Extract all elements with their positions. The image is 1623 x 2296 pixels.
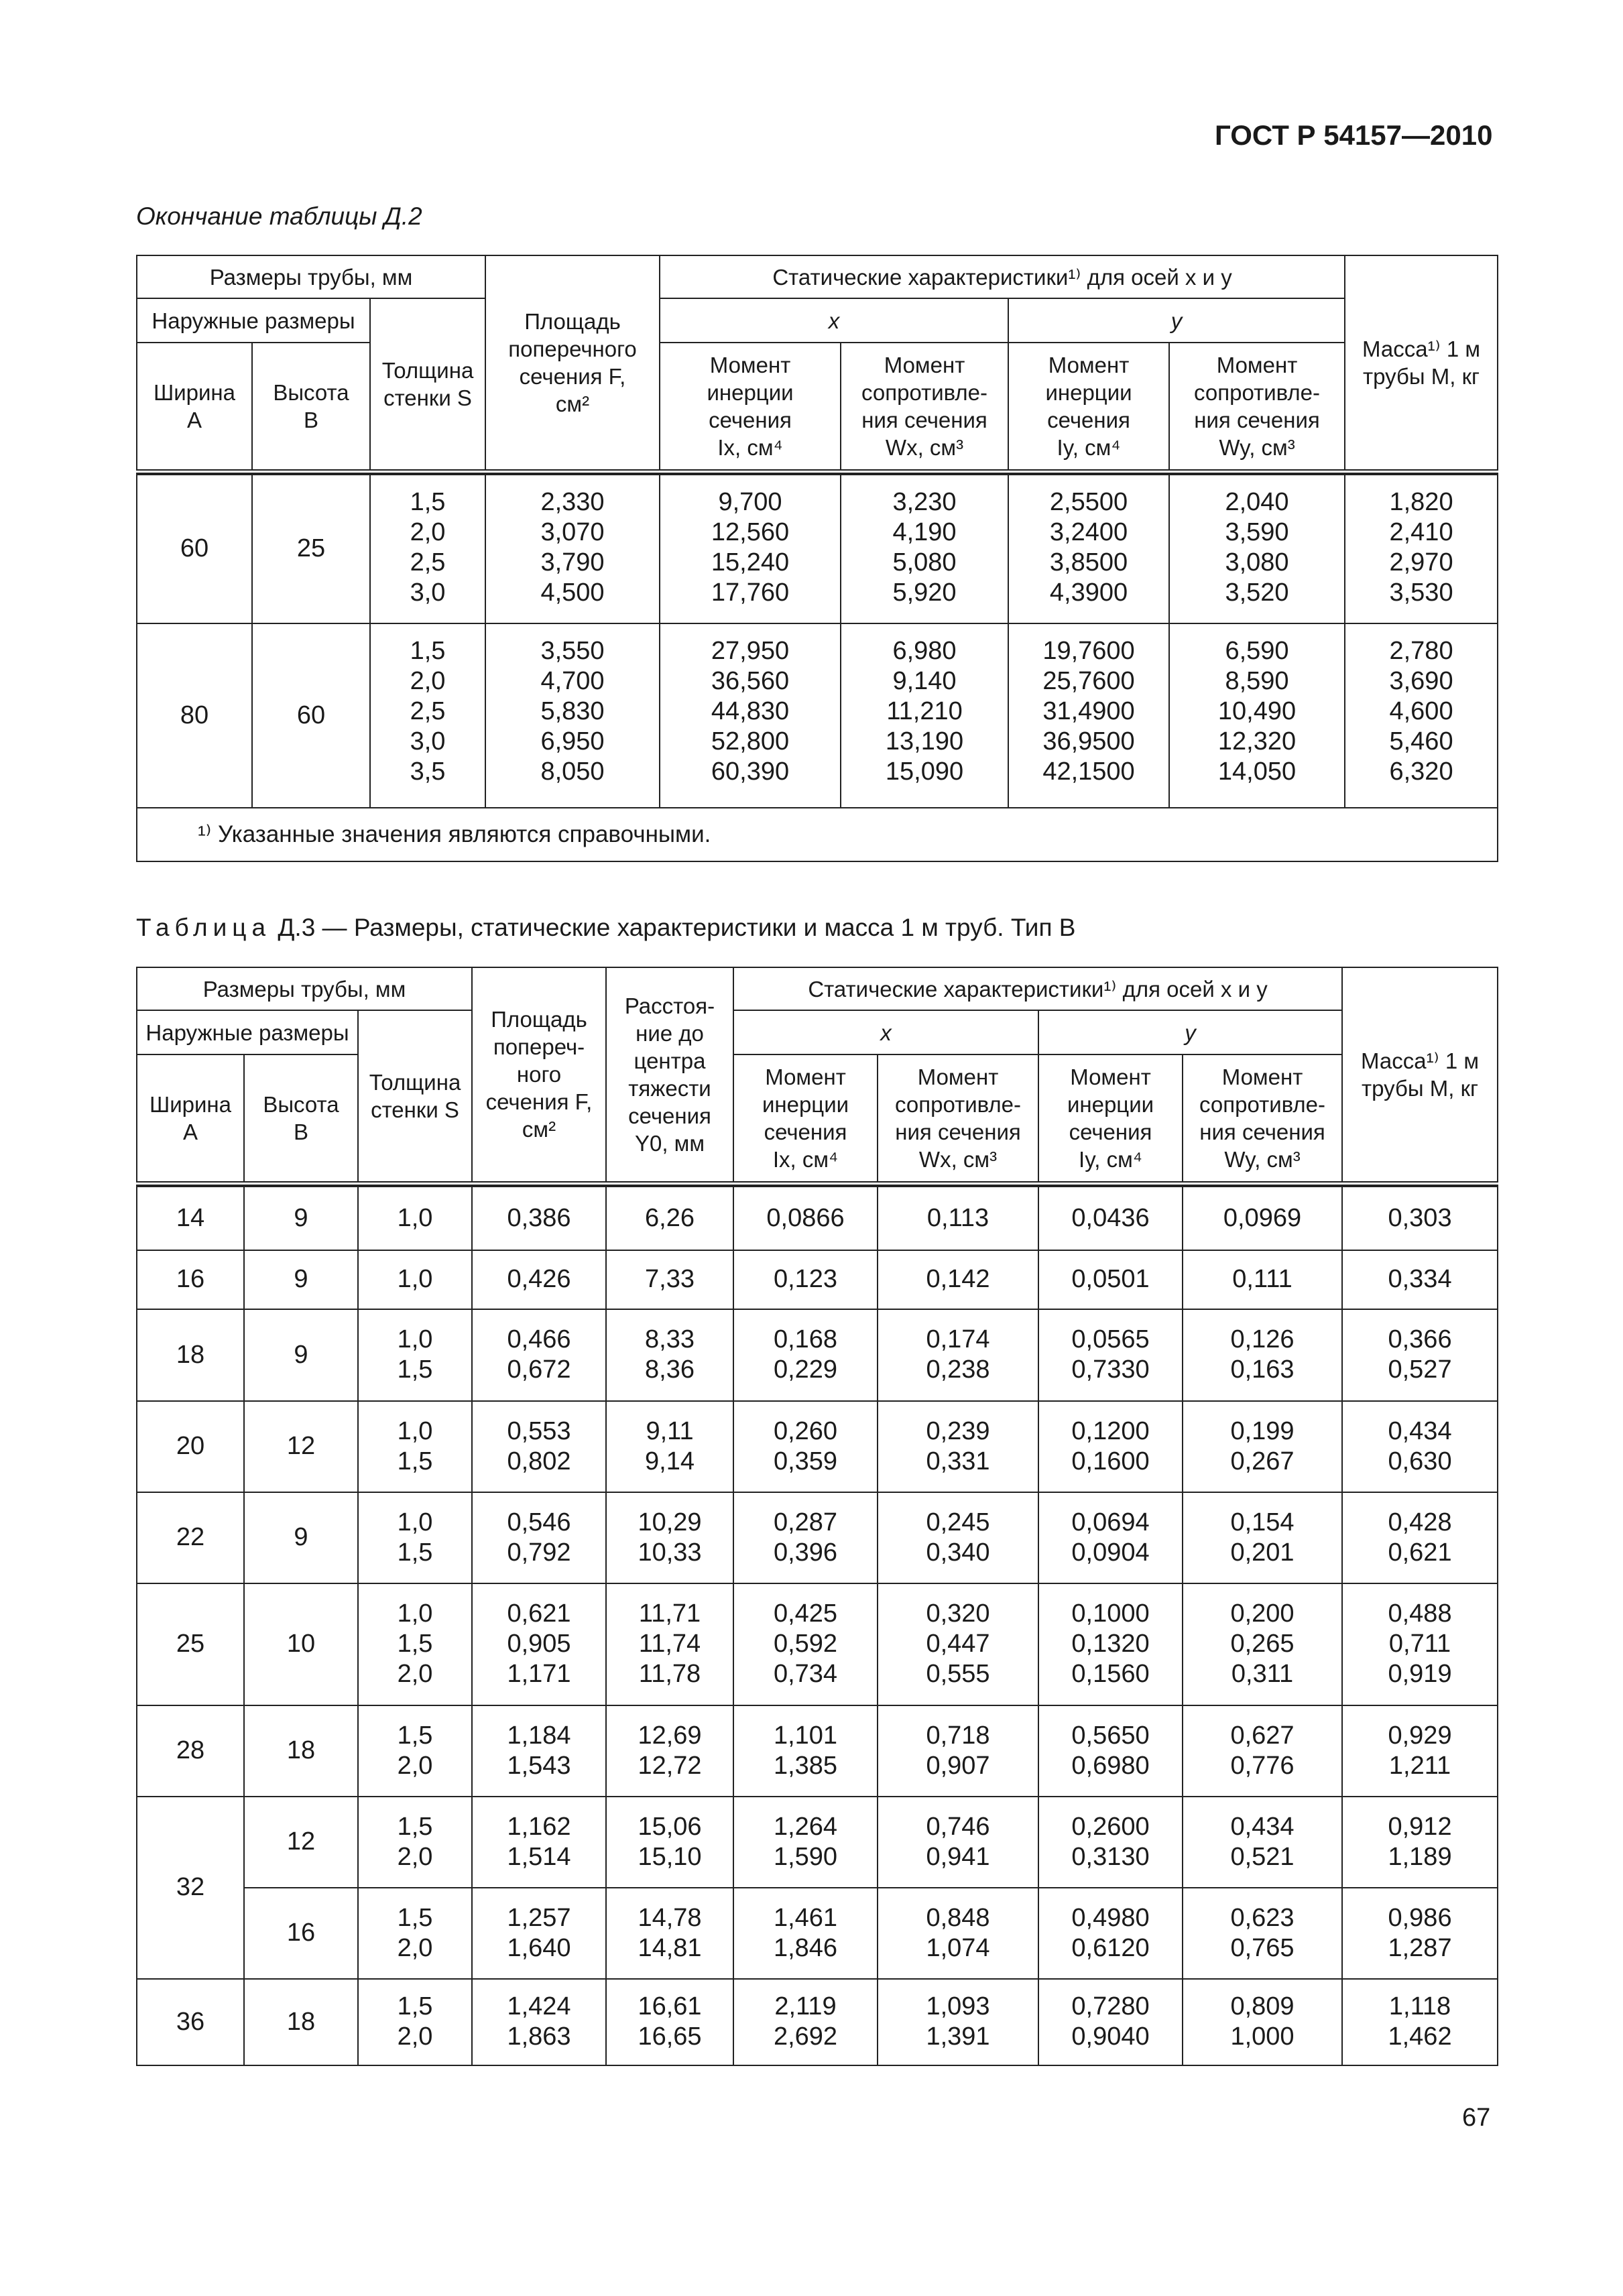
- col-width: Ширина A: [137, 343, 252, 471]
- cell-width: 36: [137, 1979, 244, 2065]
- cell-dist: 10,29 10,33: [606, 1492, 733, 1583]
- cell-mass: 2,780 3,690 4,600 5,460 6,320: [1345, 623, 1498, 808]
- cell-width: 20: [137, 1401, 244, 1492]
- cell-wall: 1,0 1,5: [358, 1309, 472, 1401]
- cell-iy: 0,1000 0,1320 0,1560: [1038, 1583, 1183, 1705]
- cell-mass: 0,366 0,527: [1342, 1309, 1498, 1401]
- cell-height: 12: [244, 1797, 358, 1888]
- cell-wy: 6,590 8,590 10,490 12,320 14,050: [1169, 623, 1345, 808]
- cell-mass: 0,488 0,711 0,919: [1342, 1583, 1498, 1705]
- cell-dist: 16,61 16,65: [606, 1979, 733, 2065]
- col-iy: Момент инерции сечения Iy, см⁴: [1008, 343, 1169, 471]
- cell-height: 16: [244, 1888, 358, 1979]
- page-number: 67: [1462, 2104, 1491, 2132]
- cell-wy: 0,627 0,776: [1183, 1705, 1342, 1797]
- cell-mass: 0,428 0,621: [1342, 1492, 1498, 1583]
- cell-wy: 0,200 0,265 0,311: [1183, 1583, 1342, 1705]
- cell-ix: 1,461 1,846: [733, 1888, 878, 1979]
- col-wy: Момент сопротивле- ния сечения Wy, см³: [1183, 1054, 1342, 1183]
- cell-wx: 0,320 0,447 0,555: [878, 1583, 1038, 1705]
- table-row: [137, 1309, 1498, 1401]
- cell-dist: 9,11 9,14: [606, 1401, 733, 1492]
- cell-mass: 0,912 1,189: [1342, 1797, 1498, 1888]
- cell-wall: 1,5 2,0 2,5 3,0: [370, 475, 485, 623]
- cell-ix: 0,260 0,359: [733, 1401, 878, 1492]
- cell-dist: 14,78 14,81: [606, 1888, 733, 1979]
- cell-wx: 3,230 4,190 5,080 5,920: [841, 475, 1008, 623]
- table-row: [137, 1705, 1498, 1797]
- cell-iy: 0,2600 0,3130: [1038, 1797, 1183, 1888]
- cell-width: 18: [137, 1309, 244, 1401]
- cell-wx: 0,113: [878, 1187, 1038, 1250]
- table-row: [137, 475, 1498, 623]
- cell-height: 9: [244, 1187, 358, 1250]
- cell-wall: 1,5 2,0: [358, 1888, 472, 1979]
- col-pipe-size: Размеры трубы, мм: [137, 967, 472, 1010]
- table-d3: [136, 967, 1498, 2066]
- col-axis-y: y: [1008, 298, 1345, 343]
- cell-wx: 6,980 9,140 11,210 13,190 15,090: [841, 623, 1008, 808]
- cell-wy: 2,040 3,590 3,080 3,520: [1169, 475, 1345, 623]
- cell-wx: 0,848 1,074: [878, 1888, 1038, 1979]
- cell-wy: 0,126 0,163: [1183, 1309, 1342, 1401]
- cell-wx: 0,718 0,907: [878, 1705, 1038, 1797]
- cell-height: 25: [252, 475, 370, 623]
- cell-iy: 0,4980 0,6120: [1038, 1888, 1183, 1979]
- col-wy: Момент сопротивле- ния сечения Wy, см³: [1169, 343, 1345, 471]
- cell-wy: 0,0969: [1183, 1187, 1342, 1250]
- cell-ix: 1,101 1,385: [733, 1705, 878, 1797]
- col-wx: Момент сопротивле- ния сечения Wx, см³: [878, 1054, 1038, 1183]
- cell-iy: 0,0565 0,7330: [1038, 1309, 1183, 1401]
- cell-ix: 9,700 12,560 15,240 17,760: [660, 475, 841, 623]
- col-static: Статические характеристики¹⁾ для осей x и y: [660, 255, 1345, 298]
- cell-mass: 1,118 1,462: [1342, 1979, 1498, 2065]
- table-row: [137, 1492, 1498, 1583]
- cell-wall: 1,5 2,0: [358, 1705, 472, 1797]
- cell-iy: 0,7280 0,9040: [1038, 1979, 1183, 2065]
- table2-footnote: ¹⁾ Указанные значения являются справочными.: [137, 808, 1498, 861]
- cell-wall: 1,0: [358, 1250, 472, 1309]
- cell-area: 0,553 0,802: [472, 1401, 606, 1492]
- table3-caption-text: Д.3 — Размеры, статические характеристики и масса 1 м труб. Тип В: [278, 914, 1076, 941]
- cell-mass: 0,929 1,211: [1342, 1705, 1498, 1797]
- cell-width: 32: [137, 1797, 244, 1979]
- col-height: Высота B: [244, 1054, 358, 1183]
- cell-width: 60: [137, 475, 252, 623]
- table-row: [137, 1979, 1498, 2065]
- cell-ix: 0,0866: [733, 1187, 878, 1250]
- col-area: Площадь поперечного сечения F, см²: [485, 255, 660, 471]
- cell-area: 0,546 0,792: [472, 1492, 606, 1583]
- col-mass: Масса¹⁾ 1 м трубы M, кг: [1342, 967, 1498, 1183]
- cell-area: 0,386: [472, 1187, 606, 1250]
- col-outer-size: Наружные размеры: [137, 1010, 358, 1054]
- col-ix: Момент инерции сечения Ix, см⁴: [660, 343, 841, 471]
- col-axis-x: x: [660, 298, 1008, 343]
- col-wall: Толщина стенки S: [358, 1010, 472, 1183]
- cell-dist: 7,33: [606, 1250, 733, 1309]
- col-iy: Момент инерции сечения Iy, см⁴: [1038, 1054, 1183, 1183]
- table-d2: [136, 255, 1498, 862]
- cell-width: 80: [137, 623, 252, 808]
- cell-mass: 1,820 2,410 2,970 3,530: [1345, 475, 1498, 623]
- cell-area: 0,426: [472, 1250, 606, 1309]
- cell-width: 22: [137, 1492, 244, 1583]
- cell-wall: 1,0 1,5: [358, 1401, 472, 1492]
- cell-ix: 0,425 0,592 0,734: [733, 1583, 878, 1705]
- cell-wall: 1,5 2,0: [358, 1797, 472, 1888]
- cell-wx: 0,746 0,941: [878, 1797, 1038, 1888]
- cell-wy: 0,809 1,000: [1183, 1979, 1342, 2065]
- cell-width: 25: [137, 1583, 244, 1705]
- cell-wall: 1,5 2,0 2,5 3,0 3,5: [370, 623, 485, 808]
- cell-area: 0,466 0,672: [472, 1309, 606, 1401]
- cell-wy: 0,154 0,201: [1183, 1492, 1342, 1583]
- cell-wx: 0,245 0,340: [878, 1492, 1038, 1583]
- col-height: Высота B: [252, 343, 370, 471]
- cell-ix: 2,119 2,692: [733, 1979, 878, 2065]
- cell-iy: 0,5650 0,6980: [1038, 1705, 1183, 1797]
- table3-caption-label: Таблица: [136, 914, 272, 941]
- col-mass: Масса¹⁾ 1 м трубы M, кг: [1345, 255, 1498, 471]
- cell-dist: 12,69 12,72: [606, 1705, 733, 1797]
- cell-area: 1,162 1,514: [472, 1797, 606, 1888]
- cell-height: 9: [244, 1492, 358, 1583]
- col-wx: Момент сопротивле- ния сечения Wx, см³: [841, 343, 1008, 471]
- cell-ix: 0,287 0,396: [733, 1492, 878, 1583]
- cell-wy: 0,434 0,521: [1183, 1797, 1342, 1888]
- cell-height: 18: [244, 1979, 358, 2065]
- cell-iy: 0,1200 0,1600: [1038, 1401, 1183, 1492]
- table-row: [137, 1797, 1498, 1888]
- cell-area: 3,550 4,700 5,830 6,950 8,050: [485, 623, 660, 808]
- cell-dist: 8,33 8,36: [606, 1309, 733, 1401]
- col-wall: Толщина стенки S: [370, 298, 485, 471]
- col-pipe-size: Размеры трубы, мм: [137, 255, 485, 298]
- cell-height: 60: [252, 623, 370, 808]
- cell-mass: 0,303: [1342, 1187, 1498, 1250]
- cell-height: 12: [244, 1401, 358, 1492]
- cell-wx: 0,239 0,331: [878, 1401, 1038, 1492]
- cell-iy: 0,0501: [1038, 1250, 1183, 1309]
- cell-wx: 1,093 1,391: [878, 1979, 1038, 2065]
- table-row: [137, 1583, 1498, 1705]
- table-row: [137, 1401, 1498, 1492]
- cell-iy: 0,0694 0,0904: [1038, 1492, 1183, 1583]
- col-width: Ширина A: [137, 1054, 244, 1183]
- cell-wy: 0,623 0,765: [1183, 1888, 1342, 1979]
- table3-caption: [136, 914, 1075, 942]
- cell-wx: 0,174 0,238: [878, 1309, 1038, 1401]
- cell-area: 0,621 0,905 1,171: [472, 1583, 606, 1705]
- cell-wall: 1,0: [358, 1187, 472, 1250]
- cell-width: 14: [137, 1187, 244, 1250]
- cell-wall: 1,0 1,5: [358, 1492, 472, 1583]
- cell-wx: 0,142: [878, 1250, 1038, 1309]
- cell-dist: 11,71 11,74 11,78: [606, 1583, 733, 1705]
- cell-area: 2,330 3,070 3,790 4,500: [485, 475, 660, 623]
- cell-iy: 19,7600 25,7600 31,4900 36,9500 42,1500: [1008, 623, 1169, 808]
- cell-height: 9: [244, 1250, 358, 1309]
- cell-ix: 1,264 1,590: [733, 1797, 878, 1888]
- cell-mass: 0,434 0,630: [1342, 1401, 1498, 1492]
- col-outer-size: Наружные размеры: [137, 298, 370, 343]
- table2-caption: Окончание таблицы Д.2: [136, 202, 422, 230]
- cell-area: 1,424 1,863: [472, 1979, 606, 2065]
- cell-height: 10: [244, 1583, 358, 1705]
- cell-ix: 27,950 36,560 44,830 52,800 60,390: [660, 623, 841, 808]
- cell-width: 16: [137, 1250, 244, 1309]
- cell-area: 1,257 1,640: [472, 1888, 606, 1979]
- cell-wall: 1,5 2,0: [358, 1979, 472, 2065]
- cell-wy: 0,199 0,267: [1183, 1401, 1342, 1492]
- cell-iy: 2,5500 3,2400 3,8500 4,3900: [1008, 475, 1169, 623]
- cell-height: 18: [244, 1705, 358, 1797]
- cell-width: 28: [137, 1705, 244, 1797]
- table-row: [137, 623, 1498, 808]
- document-header: ГОСТ Р 54157—2010: [1215, 119, 1493, 151]
- table-row: [137, 1250, 1498, 1309]
- col-dist: Расстоя- ние до центра тяжести сечения Y0, мм: [606, 967, 733, 1183]
- col-static: Статические характеристики¹⁾ для осей x и y: [733, 967, 1342, 1010]
- cell-ix: 0,123: [733, 1250, 878, 1309]
- table-row: [137, 1888, 1498, 1979]
- cell-mass: 0,986 1,287: [1342, 1888, 1498, 1979]
- cell-ix: 0,168 0,229: [733, 1309, 878, 1401]
- col-axis-x: x: [733, 1010, 1038, 1054]
- col-axis-y: y: [1038, 1010, 1342, 1054]
- cell-wall: 1,0 1,5 2,0: [358, 1583, 472, 1705]
- cell-area: 1,184 1,543: [472, 1705, 606, 1797]
- cell-height: 9: [244, 1309, 358, 1401]
- cell-iy: 0,0436: [1038, 1187, 1183, 1250]
- cell-mass: 0,334: [1342, 1250, 1498, 1309]
- cell-dist: 6,26: [606, 1187, 733, 1250]
- col-area: Площадь попереч- ного сечения F, см²: [472, 967, 606, 1183]
- cell-wy: 0,111: [1183, 1250, 1342, 1309]
- cell-dist: 15,06 15,10: [606, 1797, 733, 1888]
- col-ix: Момент инерции сечения Ix, см⁴: [733, 1054, 878, 1183]
- table-row: [137, 1187, 1498, 1250]
